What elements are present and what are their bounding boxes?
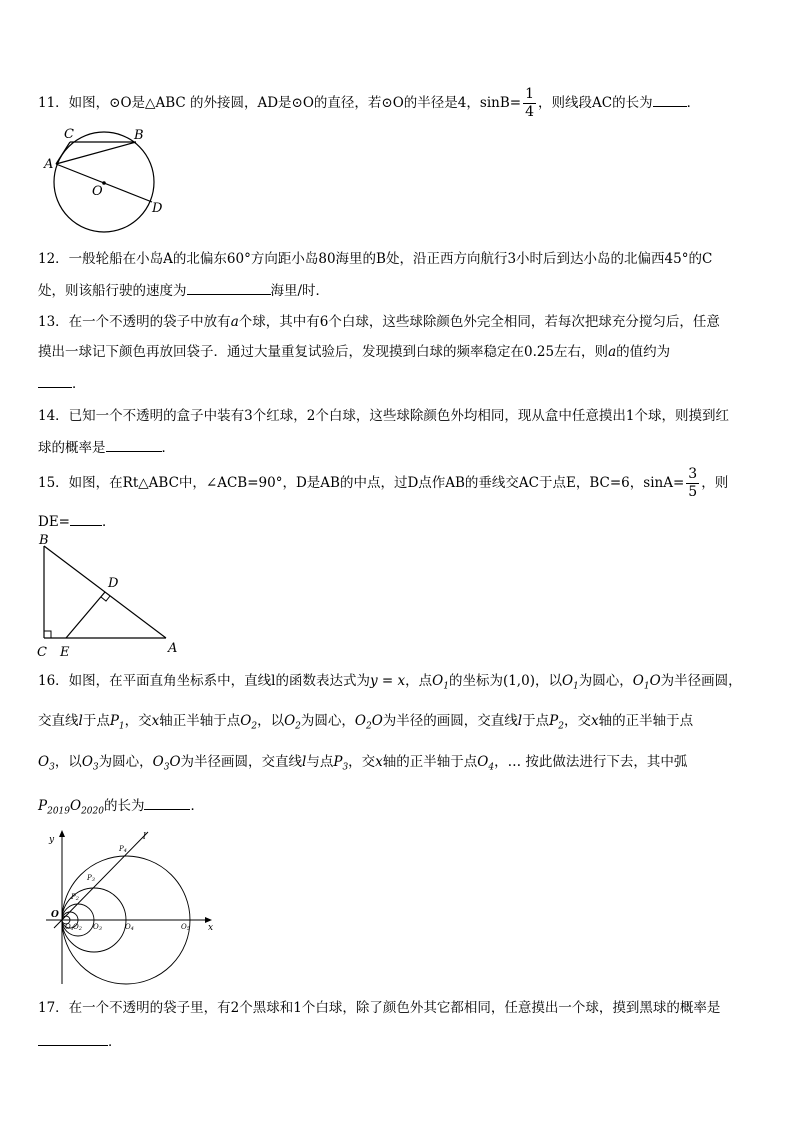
label-B: B [134,128,144,143]
figure-triangle-15 [34,532,184,662]
point-O1-label: O1 [65,923,74,932]
fraction-sinA: $\frac{3}{5}$ [688,466,698,500]
label-D: D [152,201,163,216]
label-A: A [168,641,178,656]
question-14: 14．已知一个不透明的盒子中装有3个红球，2个白球，这些球除颜色外均相同，现从盒中任意摸出1个球，则摸到红 球的概率是 ． [38,408,729,456]
figure-circle-11 [40,124,170,234]
point-O4-label: O4 [125,923,134,932]
question-15: 15．如图，在Rt△ABC中，∠ACB=90°，D是AB的中点，过D点作AB的垂线交AC于点E，BC=6，sinA= $\frac{3}{5}$ ，则 [38,466,729,500]
question-16-line2: 交直线l于点$P_1$，交x轴正半轴于点$O_2$，以$O_2$为圆心，$O_2O$为半径的画圆，交直线l于点$P_2$，交x轴的正半轴于点 [38,713,694,732]
point-P4-label: P4 [119,845,127,854]
question-12: 12．一般轮船在小岛A的北偏东60°方向距小岛80海里的B处，沿正西方向航行3小时后到达小岛的北偏西45°的C 处，则该船行驶的速度为 海里/时． [38,251,713,299]
label-A: A [44,157,54,172]
question-16: 16．如图，在平面直角坐标系中，直线l的函数表达式为y = x，点$O_1$的坐标为(1,0)，以$O_1$为圆心，$O_1O$为半径画圆， [38,673,742,692]
axis-x-label: x [208,923,214,933]
point-O3-label: O3 [93,923,102,932]
answer-blank-12[interactable] [187,280,271,295]
fraction-sinB: $\frac{1}{4}$ [525,86,534,120]
axis-y-label: y [49,835,55,845]
point-P3-label: P3 [87,874,95,883]
label-D: D [108,576,119,591]
question-16-line4: $P_{2019}O_{2020}$的长为 ． [38,795,758,821]
point-O5-label: O5 [181,923,190,932]
question-15-line2: DE= ． [38,511,758,531]
label-C: C [64,127,74,142]
answer-blank-13[interactable] [38,373,72,388]
answer-blank-11[interactable] [653,92,687,107]
origin-label: O [51,910,59,920]
question-17: 17．在一个不透明的袋子里，有2个黑球和1个白球，除了颜色外其它都相同，任意摸出一个球，摸到黑球的概率是 ． [38,1000,721,1050]
label-B: B [39,533,49,548]
question-16-line3: $O_3$，以$O_3$为圆心，$O_3O$为半径画圆，交直线l与点$P_3$，交x轴的正半轴于点$O_4$，… 按此做法进行下去，其中弧 [38,754,688,773]
question-13: 13．在一个不透明的袋子中放有a个球，其中有6个白球，这些球除颜色外完全相同，若每次把球充分搅匀后，任意 摸出一球记下颜色再放回袋子．通过大量重复试验后，发现摸到白球的频率稳定在0.25左右，则a的值约为 ． [38,314,720,392]
answer-blank-14[interactable] [106,437,162,452]
figure-circles-16 [40,826,230,986]
label-O: O [92,184,103,199]
answer-blank-15[interactable] [70,511,102,526]
point-O2-label: O2 [73,923,82,932]
line-l-label: l [143,832,146,842]
question-11: 11．如图，⊙O是△ABC 的外接圆，AD是⊙O的直径，若⊙O的半径是4，sinB= $\frac{1}{4}$ ，则线段AC的长为 ． [38,86,701,120]
label-E: E [60,645,70,660]
label-C: C [37,645,47,660]
answer-blank-16[interactable] [144,795,190,810]
answer-blank-17[interactable] [38,1031,108,1046]
point-P2-label: P2 [71,893,79,902]
